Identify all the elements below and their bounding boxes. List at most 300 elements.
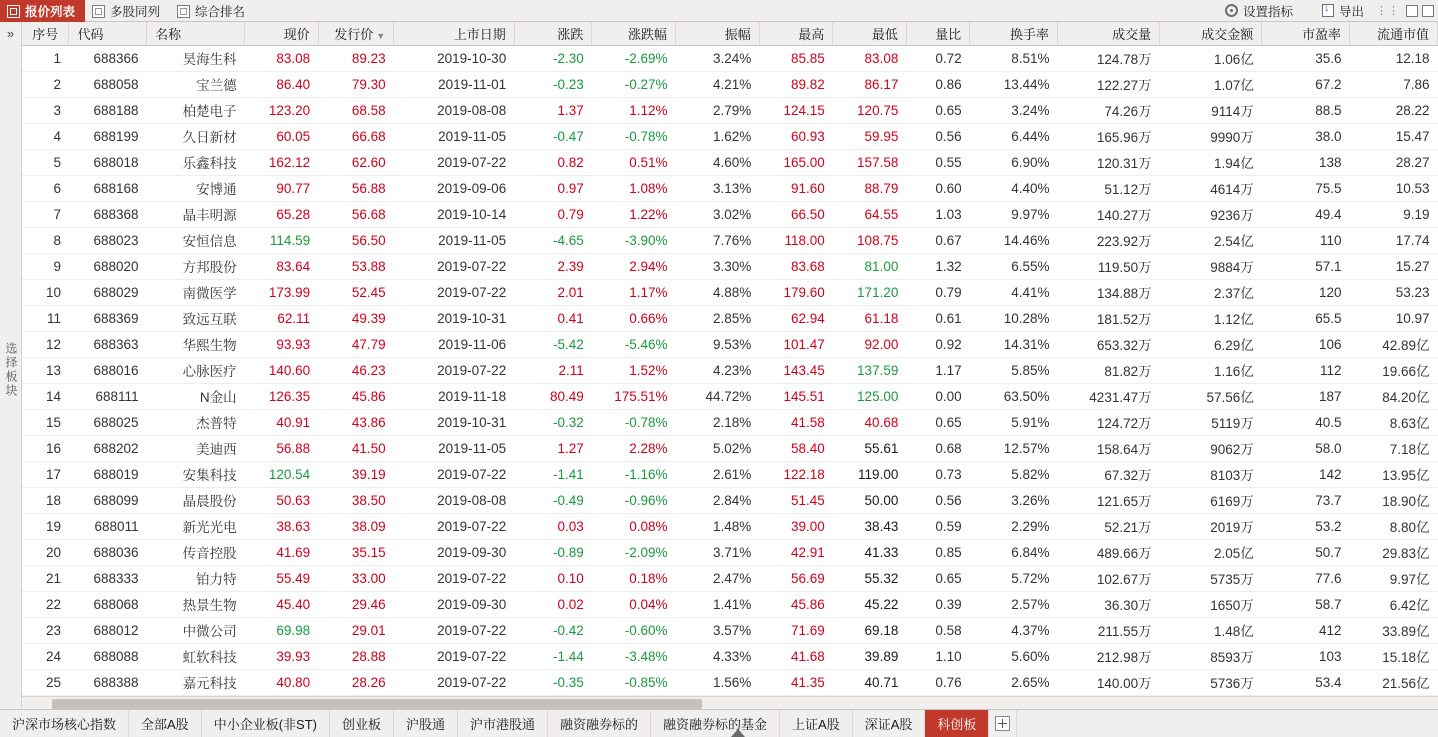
cell-index: 11: [22, 305, 69, 331]
cell-issue-price: 29.46: [318, 591, 394, 617]
cell-list-date: 2019-07-22: [394, 513, 515, 539]
cell-amplitude: 2.47%: [676, 565, 760, 591]
col-header-change[interactable]: 涨跌: [514, 22, 592, 45]
cell-code: 688012: [69, 617, 147, 643]
cell-name: 美迪西: [147, 435, 245, 461]
col-header-volume-ratio[interactable]: 量比: [906, 22, 969, 45]
table-row[interactable]: [22, 227, 1438, 253]
select-sector-label[interactable]: 选择板块: [4, 342, 18, 398]
cell-price: 83.08: [245, 45, 319, 71]
cell-float-cap: 10.53: [1350, 175, 1438, 201]
cell-volume: 4231.47万: [1057, 383, 1159, 409]
cell-turnover: 6.55%: [970, 253, 1058, 279]
cell-issue-price: 33.00: [318, 565, 394, 591]
cell-float-cap: 8.80亿: [1350, 513, 1438, 539]
cell-pe: 53.2: [1262, 513, 1350, 539]
cell-name: 嘉元科技: [147, 669, 245, 695]
cell-amount: 9236万: [1160, 201, 1262, 227]
cell-high: 145.51: [759, 383, 833, 409]
table-row[interactable]: [22, 201, 1438, 227]
col-header-amount[interactable]: 成交金额: [1160, 22, 1262, 45]
cell-name: 致远互联: [147, 305, 245, 331]
table-row[interactable]: [22, 331, 1438, 357]
cell-float-cap: 7.86: [1350, 71, 1438, 97]
cell-issue-price: 39.19: [318, 461, 394, 487]
cell-amplitude: 2.18%: [676, 409, 760, 435]
cell-index: 20: [22, 539, 69, 565]
cell-turnover: 2.65%: [970, 669, 1058, 695]
cell-volume-ratio: 0.76: [906, 669, 969, 695]
cell-amount: 9884万: [1160, 253, 1262, 279]
col-header-high[interactable]: 最高: [759, 22, 833, 45]
table-row[interactable]: [22, 45, 1438, 71]
cell-name: 昊海生科: [147, 45, 245, 71]
cell-float-cap: 28.22: [1350, 97, 1438, 123]
cell-low: 125.00: [833, 383, 907, 409]
cell-name: 心脉医疗: [147, 357, 245, 383]
cell-code: 688020: [69, 253, 147, 279]
cell-index: 6: [22, 175, 69, 201]
cell-list-date: 2019-07-22: [394, 253, 515, 279]
cell-volume: 119.50万: [1057, 253, 1159, 279]
cell-low: 108.75: [833, 227, 907, 253]
table-row[interactable]: [22, 617, 1438, 643]
table-row[interactable]: [22, 253, 1438, 279]
cell-volume-ratio: 0.39: [906, 591, 969, 617]
cell-amplitude: 3.30%: [676, 253, 760, 279]
cell-index: 17: [22, 461, 69, 487]
tab-multi-stock-label: 多股同列: [110, 5, 161, 19]
cell-price: 56.88: [245, 435, 319, 461]
top-toolbar: [0, 0, 1438, 22]
col-header-turnover[interactable]: 换手率: [970, 22, 1058, 45]
cell-low: 137.59: [833, 357, 907, 383]
cell-pe: 38.0: [1262, 123, 1350, 149]
col-header-float-cap[interactable]: 流通市值: [1350, 22, 1438, 45]
cell-volume-ratio: 1.03: [906, 201, 969, 227]
cell-low: 92.00: [833, 331, 907, 357]
cell-change-pct: -3.48%: [592, 643, 676, 669]
cell-name: 安集科技: [147, 461, 245, 487]
cell-change: 0.10: [514, 565, 592, 591]
horizontal-scrollbar[interactable]: [22, 696, 1438, 710]
table-row[interactable]: [22, 71, 1438, 97]
cell-high: 51.45: [759, 487, 833, 513]
cell-name: 方邦股份: [147, 253, 245, 279]
cell-name: 南微医学: [147, 279, 245, 305]
cell-pe: 73.7: [1262, 487, 1350, 513]
cell-code: 688058: [69, 71, 147, 97]
expand-panel-icon[interactable]: »: [6, 26, 15, 41]
cell-volume-ratio: 1.32: [906, 253, 969, 279]
cell-amount: 8593万: [1160, 643, 1262, 669]
sector-tab-7[interactable]: 融资融券标的基金: [651, 710, 780, 737]
cell-amount: 9114万: [1160, 97, 1262, 123]
cell-volume-ratio: 0.61: [906, 305, 969, 331]
cell-change-pct: 0.51%: [592, 149, 676, 175]
cell-name: 铂力特: [147, 565, 245, 591]
cell-list-date: 2019-11-05: [394, 227, 515, 253]
cell-list-date: 2019-08-08: [394, 487, 515, 513]
col-header-low[interactable]: 最低: [833, 22, 907, 45]
cell-amount: 1.06亿: [1160, 45, 1262, 71]
cell-amount: 5735万: [1160, 565, 1262, 591]
table-row[interactable]: [22, 643, 1438, 669]
cell-volume-ratio: 0.60: [906, 175, 969, 201]
cell-volume: 67.32万: [1057, 461, 1159, 487]
cell-index: 3: [22, 97, 69, 123]
cell-price: 62.11: [245, 305, 319, 331]
cell-name: 杰普特: [147, 409, 245, 435]
cell-index: 1: [22, 45, 69, 71]
cell-change: -1.41: [514, 461, 592, 487]
cell-change-pct: -0.27%: [592, 71, 676, 97]
cell-amplitude: 4.60%: [676, 149, 760, 175]
sector-tab-bar: [0, 709, 1438, 737]
cell-low: 39.89: [833, 643, 907, 669]
sector-tab-1[interactable]: 全部A股: [129, 710, 202, 737]
cell-price: 126.35: [245, 383, 319, 409]
cell-turnover: 2.29%: [970, 513, 1058, 539]
sector-tab-4[interactable]: 沪股通: [394, 710, 458, 737]
cell-pe: 58.0: [1262, 435, 1350, 461]
cell-low: 40.71: [833, 669, 907, 695]
cell-index: 8: [22, 227, 69, 253]
cell-high: 45.86: [759, 591, 833, 617]
window-maximize-icon[interactable]: [1422, 5, 1434, 17]
grid-icon: [92, 5, 105, 18]
cell-amplitude: 4.88%: [676, 279, 760, 305]
col-header-change-pct[interactable]: 涨跌幅: [592, 22, 676, 45]
cell-name: 安恒信息: [147, 227, 245, 253]
cell-change-pct: 0.08%: [592, 513, 676, 539]
cell-change-pct: -0.96%: [592, 487, 676, 513]
cell-float-cap: 42.89亿: [1350, 331, 1438, 357]
cell-low: 83.08: [833, 45, 907, 71]
cell-float-cap: 13.95亿: [1350, 461, 1438, 487]
cell-price: 123.20: [245, 97, 319, 123]
cell-pe: 65.5: [1262, 305, 1350, 331]
cell-list-date: 2019-07-22: [394, 357, 515, 383]
cell-high: 58.40: [759, 435, 833, 461]
cell-amplitude: 2.61%: [676, 461, 760, 487]
cell-amplitude: 44.72%: [676, 383, 760, 409]
cell-amount: 2.05亿: [1160, 539, 1262, 565]
sector-tab-9[interactable]: 深证A股: [853, 710, 926, 737]
cell-code: 688188: [69, 97, 147, 123]
cell-pe: 50.7: [1262, 539, 1350, 565]
cell-pe: 110: [1262, 227, 1350, 253]
cell-list-date: 2019-11-05: [394, 123, 515, 149]
cell-code: 688333: [69, 565, 147, 591]
cell-name: 晶丰明源: [147, 201, 245, 227]
left-rail: [0, 22, 22, 709]
cell-low: 50.00: [833, 487, 907, 513]
cell-change: -0.47: [514, 123, 592, 149]
cell-change: 0.41: [514, 305, 592, 331]
cell-list-date: 2019-07-22: [394, 149, 515, 175]
cell-change: 80.49: [514, 383, 592, 409]
cell-price: 39.93: [245, 643, 319, 669]
cell-volume: 52.21万: [1057, 513, 1159, 539]
cell-amount: 2019万: [1160, 513, 1262, 539]
cell-low: 171.20: [833, 279, 907, 305]
cell-price: 50.63: [245, 487, 319, 513]
cell-turnover: 4.41%: [970, 279, 1058, 305]
table-row[interactable]: [22, 435, 1438, 461]
cell-volume-ratio: 0.67: [906, 227, 969, 253]
cell-change: 2.39: [514, 253, 592, 279]
tab-comprehensive-rank[interactable]: [170, 0, 255, 22]
table-row[interactable]: [22, 513, 1438, 539]
cell-price: 38.63: [245, 513, 319, 539]
cell-high: 62.94: [759, 305, 833, 331]
cell-issue-price: 46.23: [318, 357, 394, 383]
cell-volume-ratio: 0.86: [906, 71, 969, 97]
cell-price: 60.05: [245, 123, 319, 149]
cell-volume: 102.67万: [1057, 565, 1159, 591]
tab-multi-stock[interactable]: [85, 0, 170, 22]
table-row[interactable]: [22, 123, 1438, 149]
cell-volume: 223.92万: [1057, 227, 1159, 253]
sector-tab-6[interactable]: 融资融券标的: [548, 710, 651, 737]
cell-code: 688011: [69, 513, 147, 539]
sector-tab-2[interactable]: 中小企业板(非ST): [202, 710, 330, 737]
cell-index: 21: [22, 565, 69, 591]
cell-change: -0.89: [514, 539, 592, 565]
cell-price: 40.80: [245, 669, 319, 695]
cell-amplitude: 4.21%: [676, 71, 760, 97]
cell-list-date: 2019-08-08: [394, 97, 515, 123]
cell-turnover: 6.84%: [970, 539, 1058, 565]
cell-change-pct: -3.90%: [592, 227, 676, 253]
cell-issue-price: 49.39: [318, 305, 394, 331]
cell-list-date: 2019-09-30: [394, 591, 515, 617]
cell-amplitude: 5.02%: [676, 435, 760, 461]
sector-tab-10[interactable]: 科创板: [925, 710, 989, 737]
col-header-pe[interactable]: 市盈率: [1262, 22, 1350, 45]
cell-pe: 142: [1262, 461, 1350, 487]
top-toolbar-right: [1206, 0, 1438, 21]
cell-high: 89.82: [759, 71, 833, 97]
cell-float-cap: 15.18亿: [1350, 643, 1438, 669]
cell-code: 688088: [69, 643, 147, 669]
cell-change: 2.01: [514, 279, 592, 305]
col-header-volume[interactable]: 成交量: [1057, 22, 1159, 45]
col-header-price[interactable]: 现价: [245, 22, 319, 45]
cell-volume: 211.55万: [1057, 617, 1159, 643]
col-header-name[interactable]: 名称: [147, 22, 245, 45]
cell-code: 688068: [69, 591, 147, 617]
cell-volume: 36.30万: [1057, 591, 1159, 617]
cell-issue-price: 43.86: [318, 409, 394, 435]
cell-code: 688366: [69, 45, 147, 71]
cell-code: 688025: [69, 409, 147, 435]
cell-list-date: 2019-09-30: [394, 539, 515, 565]
table-row[interactable]: [22, 669, 1438, 695]
cell-float-cap: 7.18亿: [1350, 435, 1438, 461]
cell-volume-ratio: 0.56: [906, 487, 969, 513]
cell-turnover: 63.50%: [970, 383, 1058, 409]
sector-tab-0[interactable]: 沪深市场核心指数: [0, 710, 129, 737]
cell-issue-price: 45.86: [318, 383, 394, 409]
cell-volume: 158.64万: [1057, 435, 1159, 461]
cell-price: 40.91: [245, 409, 319, 435]
table-row[interactable]: [22, 149, 1438, 175]
cell-amount: 4614万: [1160, 175, 1262, 201]
cell-code: 688029: [69, 279, 147, 305]
sector-tab-3[interactable]: 创业板: [330, 710, 394, 737]
col-header-list-date[interactable]: 上市日期: [394, 22, 515, 45]
rank-icon: [177, 5, 190, 18]
cell-price: 65.28: [245, 201, 319, 227]
cell-change-pct: -1.16%: [592, 461, 676, 487]
settings-indicator-button[interactable]: [1217, 0, 1301, 22]
cell-volume-ratio: 0.92: [906, 331, 969, 357]
table-row[interactable]: [22, 565, 1438, 591]
cell-change: -0.49: [514, 487, 592, 513]
cell-volume: 140.27万: [1057, 201, 1159, 227]
cell-index: 18: [22, 487, 69, 513]
cell-volume: 51.12万: [1057, 175, 1159, 201]
cell-list-date: 2019-11-18: [394, 383, 515, 409]
cell-amplitude: 2.79%: [676, 97, 760, 123]
cell-volume-ratio: 1.17: [906, 357, 969, 383]
cell-list-date: 2019-10-30: [394, 45, 515, 71]
cell-issue-price: 52.45: [318, 279, 394, 305]
cell-index: 25: [22, 669, 69, 695]
drag-handle-icon[interactable]: ⋮⋮: [1376, 5, 1400, 17]
cell-amplitude: 1.56%: [676, 669, 760, 695]
cell-amount: 5736万: [1160, 669, 1262, 695]
cell-volume: 74.26万: [1057, 97, 1159, 123]
cell-change: 1.37: [514, 97, 592, 123]
table-row[interactable]: [22, 539, 1438, 565]
cell-float-cap: 84.20亿: [1350, 383, 1438, 409]
cell-code: 688019: [69, 461, 147, 487]
cell-high: 41.58: [759, 409, 833, 435]
tab-quote-list-label: 报价列表: [25, 5, 76, 19]
cell-change: -0.23: [514, 71, 592, 97]
add-sector-tab-button[interactable]: [989, 710, 1017, 737]
table-row[interactable]: [22, 383, 1438, 409]
cell-change-pct: -0.60%: [592, 617, 676, 643]
table-row[interactable]: [22, 305, 1438, 331]
cell-low: 41.33: [833, 539, 907, 565]
sector-tab-5[interactable]: 沪市港股通: [458, 710, 548, 737]
col-header-issue-price[interactable]: 发行价 ▼: [318, 22, 394, 45]
table-row[interactable]: [22, 97, 1438, 123]
cell-float-cap: 8.63亿: [1350, 409, 1438, 435]
cell-issue-price: 35.15: [318, 539, 394, 565]
cell-high: 66.50: [759, 201, 833, 227]
cell-amount: 9062万: [1160, 435, 1262, 461]
cell-float-cap: 19.66亿: [1350, 357, 1438, 383]
cell-code: 688202: [69, 435, 147, 461]
cell-issue-price: 38.09: [318, 513, 394, 539]
cell-code: 688369: [69, 305, 147, 331]
cell-low: 59.95: [833, 123, 907, 149]
scrollbar-thumb[interactable]: [52, 699, 702, 709]
cell-high: 143.45: [759, 357, 833, 383]
cell-index: 10: [22, 279, 69, 305]
cell-list-date: 2019-11-05: [394, 435, 515, 461]
tab-quote-list[interactable]: [0, 0, 85, 22]
window-restore-icon[interactable]: [1406, 5, 1418, 17]
col-header-amplitude[interactable]: 振幅: [676, 22, 760, 45]
cell-turnover: 8.51%: [970, 45, 1058, 71]
cell-list-date: 2019-09-06: [394, 175, 515, 201]
cell-pe: 49.4: [1262, 201, 1350, 227]
cell-volume: 124.72万: [1057, 409, 1159, 435]
cell-code: 688199: [69, 123, 147, 149]
cell-high: 85.85: [759, 45, 833, 71]
table-row[interactable]: [22, 357, 1438, 383]
cell-low: 86.17: [833, 71, 907, 97]
cell-list-date: 2019-10-14: [394, 201, 515, 227]
table-row[interactable]: [22, 591, 1438, 617]
cell-issue-price: 38.50: [318, 487, 394, 513]
cell-turnover: 4.37%: [970, 617, 1058, 643]
table-row[interactable]: [22, 409, 1438, 435]
table-row[interactable]: [22, 461, 1438, 487]
cell-change-pct: 0.18%: [592, 565, 676, 591]
cell-high: 60.93: [759, 123, 833, 149]
cell-index: 19: [22, 513, 69, 539]
cell-volume: 124.78万: [1057, 45, 1159, 71]
cell-index: 23: [22, 617, 69, 643]
cell-issue-price: 56.68: [318, 201, 394, 227]
cell-amplitude: 3.24%: [676, 45, 760, 71]
cell-issue-price: 62.60: [318, 149, 394, 175]
cell-float-cap: 28.27: [1350, 149, 1438, 175]
cell-name: 安博通: [147, 175, 245, 201]
col-header-code[interactable]: 代码: [69, 22, 147, 45]
cell-turnover: 5.60%: [970, 643, 1058, 669]
cell-name: 晶晨股份: [147, 487, 245, 513]
cell-float-cap: 17.74: [1350, 227, 1438, 253]
cell-low: 81.00: [833, 253, 907, 279]
col-header-idx[interactable]: 序号: [22, 22, 69, 45]
cell-amount: 57.56亿: [1160, 383, 1262, 409]
cell-change-pct: -2.09%: [592, 539, 676, 565]
export-button[interactable]: [1314, 0, 1372, 22]
cell-amplitude: 1.62%: [676, 123, 760, 149]
cell-float-cap: 12.18: [1350, 45, 1438, 71]
cell-pe: 75.5: [1262, 175, 1350, 201]
cell-name: 华熙生物: [147, 331, 245, 357]
cell-amount: 1.12亿: [1160, 305, 1262, 331]
cell-float-cap: 9.97亿: [1350, 565, 1438, 591]
cell-name: 传音控股: [147, 539, 245, 565]
cell-name: 久日新材: [147, 123, 245, 149]
table-row[interactable]: [22, 487, 1438, 513]
cell-name: 宝兰德: [147, 71, 245, 97]
cell-high: 118.00: [759, 227, 833, 253]
cell-change: 0.97: [514, 175, 592, 201]
cell-change: 2.11: [514, 357, 592, 383]
cell-amplitude: 3.71%: [676, 539, 760, 565]
cell-change-pct: 1.12%: [592, 97, 676, 123]
cell-volume-ratio: 0.85: [906, 539, 969, 565]
cell-turnover: 14.46%: [970, 227, 1058, 253]
table-row[interactable]: [22, 279, 1438, 305]
cell-change-pct: -0.78%: [592, 409, 676, 435]
sector-tab-8[interactable]: 上证A股: [780, 710, 853, 737]
table-row[interactable]: [22, 175, 1438, 201]
cell-amplitude: 3.13%: [676, 175, 760, 201]
cell-volume-ratio: 1.10: [906, 643, 969, 669]
